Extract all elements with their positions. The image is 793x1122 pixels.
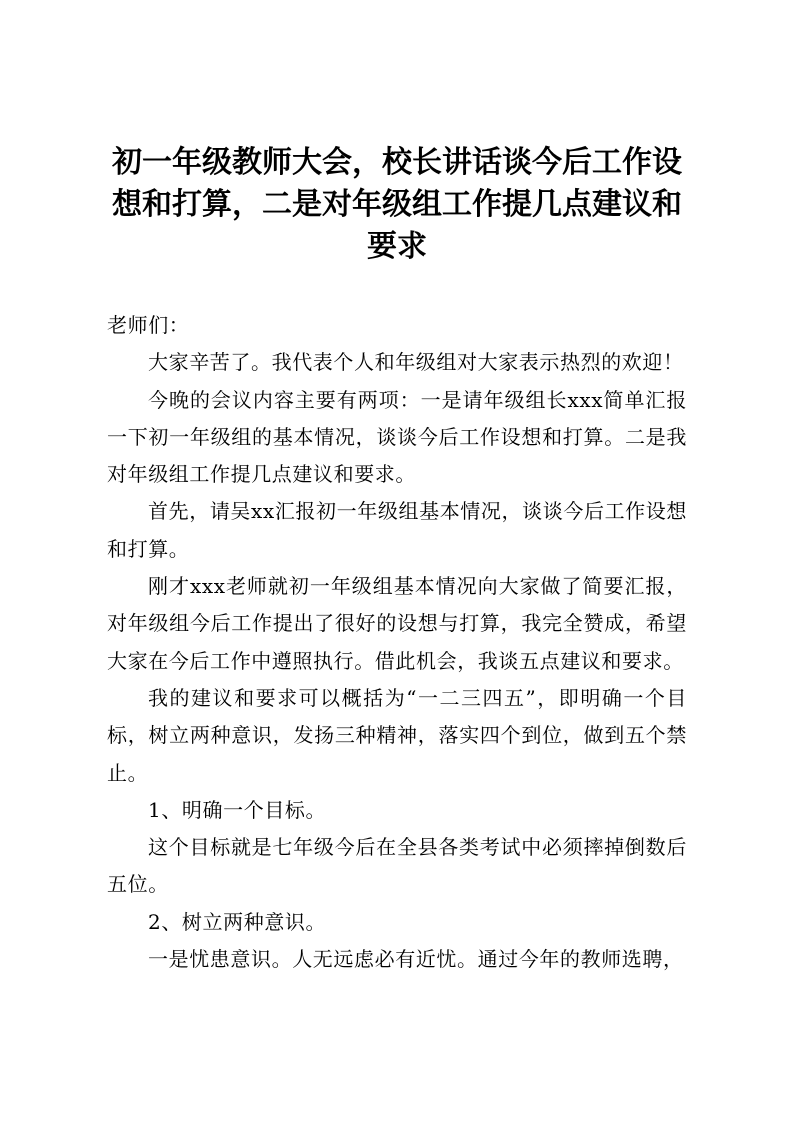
document-title: 初一年级教师大会，校长讲话谈今后工作设想和打算，二是对年级组工作提几点建议和要求 — [112, 145, 682, 264]
section-heading-goal: 1、明确一个目标。 — [148, 797, 327, 822]
paragraph-awareness: 一是忧患意识。人无远虑必有近忧。通过今年的教师选聘， — [148, 947, 684, 972]
paragraph-response: 刚才xxx老师就初一年级组基本情况向大家做了简要汇报，对年级组今后工作提出了很好的设想与打算，我完全赞成，希望大家在今后工作中遵照执行。借此机会，我谈五点建议和要求。 — [107, 574, 687, 673]
document-body — [107, 307, 687, 978]
paragraph-goal: 这个目标就是七年级今后在全县各类考试中必须摔掉倒数后五位。 — [107, 835, 687, 897]
paragraph-agenda: 今晚的会议内容主要有两项：一是请年级组长xxx简单汇报一下初一年级组的基本情况，谈谈今后工作设想和打算。二是我对年级组工作提几点建议和要求。 — [107, 387, 687, 487]
salutation: 老师们： — [107, 313, 190, 337]
paragraph-report-request: 首先，请吴xx汇报初一年级组基本情况，谈谈今后工作设想和打算。 — [107, 499, 687, 561]
paragraph-summary: 我的建议和要求可以概括为“一二三四五”，即明确一个目标，树立两种意识，发扬三种精神，落实四个到位，做到五个禁止。 — [107, 685, 687, 785]
section-heading-awareness: 2、树立两种意识。 — [148, 909, 327, 934]
paragraph-welcome: 大家辛苦了。我代表个人和年级组对大家表示热烈的欢迎！ — [148, 350, 684, 375]
